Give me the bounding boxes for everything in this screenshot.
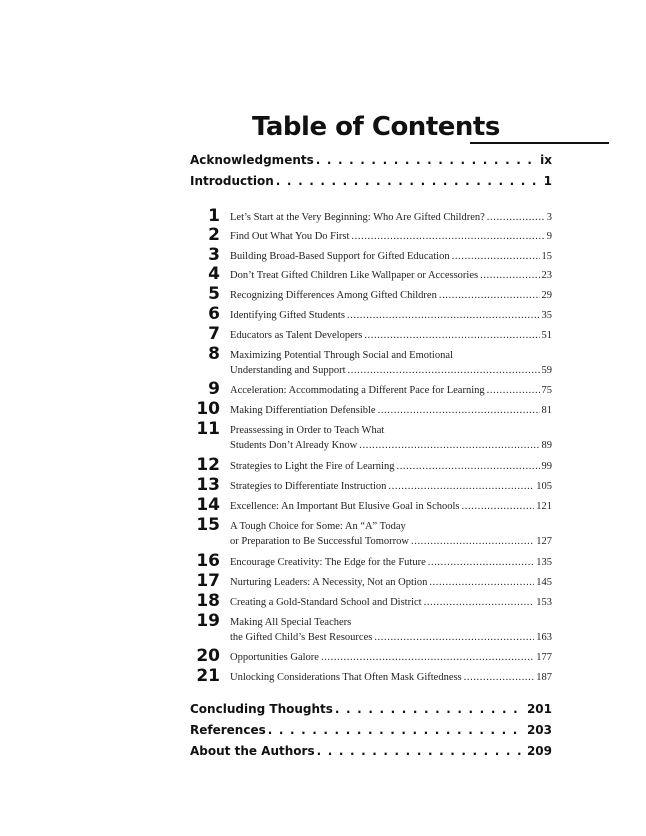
dot-leader xyxy=(428,555,535,570)
entry-label: References xyxy=(190,723,266,737)
toc-entry-introduction[interactable] xyxy=(190,174,552,188)
dot-leader xyxy=(364,328,539,343)
dot-leader xyxy=(351,229,544,244)
chapter-title: Educators as Talent Developers xyxy=(230,330,363,341)
chapter-number: 13 xyxy=(196,475,220,495)
dot-leader xyxy=(396,459,539,474)
chapter-page: 35 xyxy=(541,310,552,321)
dot-leader xyxy=(480,268,539,283)
chapter-page: 29 xyxy=(541,290,552,301)
chapter-page: 81 xyxy=(541,405,552,416)
chapter-page: 163 xyxy=(536,632,552,643)
entry-page: ix xyxy=(540,153,552,167)
dot-leader xyxy=(487,210,545,225)
chapter-title: Encourage Creativity: The Edge for the Future xyxy=(230,557,426,568)
dot-leader xyxy=(316,153,538,167)
chapter-number: 15 xyxy=(196,515,220,535)
toc-entry-acknowledgments[interactable] xyxy=(190,153,552,167)
chapter-title: Recognizing Differences Among Gifted Children xyxy=(230,290,437,301)
chapter-title: Unlocking Considerations That Often Mask Giftedness xyxy=(230,672,462,683)
chapter-page: 3 xyxy=(546,212,552,223)
chapter-title: Building Broad-Based Support for Gifted Education xyxy=(230,251,450,262)
dot-leader xyxy=(462,499,535,514)
dot-leader xyxy=(424,595,535,610)
chapter-page: 89 xyxy=(541,440,552,451)
dot-leader xyxy=(276,174,542,188)
chapter-number: 18 xyxy=(196,591,220,611)
page-title: Table of Contents xyxy=(252,112,500,142)
chapter-number: 1 xyxy=(208,206,220,226)
chapter-title: Creating a Gold-Standard School and District xyxy=(230,597,422,608)
chapter-page: 145 xyxy=(536,577,552,588)
dot-leader xyxy=(378,403,540,418)
dot-leader xyxy=(452,249,540,264)
chapter-title: Identifying Gifted Students xyxy=(230,310,345,321)
chapter-page: 121 xyxy=(536,501,552,512)
chapter-page: 127 xyxy=(536,536,552,547)
dot-leader xyxy=(268,723,525,737)
toc-entry-concluding-thoughts[interactable] xyxy=(190,702,552,716)
dot-leader xyxy=(487,383,540,398)
dot-leader xyxy=(429,575,534,590)
chapter-number: 16 xyxy=(196,551,220,571)
chapter-page: 51 xyxy=(541,330,552,341)
chapter-page: 9 xyxy=(546,231,552,242)
chapter-title-continued: the Gifted Child’s Best Resources xyxy=(230,632,373,643)
chapter-title: Nurturing Leaders: A Necessity, Not an Option xyxy=(230,577,428,588)
chapter-page: 75 xyxy=(541,385,552,396)
chapter-number: 21 xyxy=(196,666,220,686)
chapter-number: 4 xyxy=(208,264,220,284)
chapter-number: 19 xyxy=(196,611,220,631)
chapter-title: Maximizing Potential Through Social and Emotional xyxy=(230,350,453,361)
chapter-number: 11 xyxy=(196,419,220,439)
chapter-title: Acceleration: Accommodating a Different Pace for Learning xyxy=(230,385,485,396)
chapter-number: 17 xyxy=(196,571,220,591)
dot-leader xyxy=(388,479,534,494)
entry-label: Acknowledgments xyxy=(190,153,314,167)
entry-page: 201 xyxy=(526,702,552,716)
chapter-title: A Tough Choice for Some: An “A” Today xyxy=(230,521,406,532)
chapter-title: Preassessing in Order to Teach What xyxy=(230,425,385,436)
chapter-number: 7 xyxy=(208,324,220,344)
chapter-number: 9 xyxy=(208,379,220,399)
chapter-title: Let’s Start at the Very Beginning: Who Are Gifted Children? xyxy=(230,212,485,223)
chapter-page: 99 xyxy=(541,461,552,472)
entry-label: Concluding Thoughts xyxy=(190,702,333,716)
entry-label: Introduction xyxy=(190,174,274,188)
dot-leader xyxy=(348,363,540,378)
chapter-page: 105 xyxy=(536,481,552,492)
chapter-title: Making Differentiation Defensible xyxy=(230,405,376,416)
chapter-number: 20 xyxy=(196,646,220,666)
title-rule xyxy=(470,142,609,144)
chapter-title: Strategies to Light the Fire of Learning xyxy=(230,461,395,472)
toc-entry-references[interactable] xyxy=(190,723,552,737)
chapter-page: 23 xyxy=(541,270,552,281)
chapter-number: 5 xyxy=(208,284,220,304)
entry-label: About the Authors xyxy=(190,744,315,758)
dot-leader xyxy=(439,288,540,303)
toc-entry-about-the-authors[interactable] xyxy=(190,744,552,758)
chapter-title-continued: Understanding and Support xyxy=(230,365,346,376)
chapter-page: 15 xyxy=(541,251,552,262)
chapter-number: 10 xyxy=(196,399,220,419)
dot-leader xyxy=(317,744,525,758)
dot-leader xyxy=(321,650,534,665)
chapter-page: 187 xyxy=(536,672,552,683)
chapter-number: 12 xyxy=(196,455,220,475)
chapter-title: Find Out What You Do First xyxy=(230,231,350,242)
chapter-title: Opportunities Galore xyxy=(230,652,319,663)
chapter-title: Don’t Treat Gifted Children Like Wallpaper or Accessories xyxy=(230,270,479,281)
chapter-number: 14 xyxy=(196,495,220,515)
dot-leader xyxy=(359,438,539,453)
chapter-title: Making All Special Teachers xyxy=(230,617,352,628)
dot-leader xyxy=(411,534,534,549)
chapter-title-continued: or Preparation to Be Successful Tomorrow xyxy=(230,536,409,547)
chapter-number: 8 xyxy=(208,344,220,364)
entry-page: 1 xyxy=(543,174,552,188)
chapter-title: Strategies to Differentiate Instruction xyxy=(230,481,387,492)
chapter-title-continued: Students Don’t Already Know xyxy=(230,440,358,451)
dot-leader xyxy=(374,630,534,645)
entry-page: 203 xyxy=(526,723,552,737)
chapter-page: 153 xyxy=(536,597,552,608)
chapter-title: Excellence: An Important But Elusive Goal in Schools xyxy=(230,501,460,512)
chapter-number: 6 xyxy=(208,304,220,324)
chapter-number: 2 xyxy=(208,225,220,245)
chapter-page: 59 xyxy=(541,365,552,376)
dot-leader xyxy=(347,308,540,323)
dot-leader xyxy=(335,702,525,716)
dot-leader xyxy=(464,670,535,685)
chapter-page: 135 xyxy=(536,557,552,568)
chapter-page: 177 xyxy=(536,652,552,663)
chapter-number: 3 xyxy=(208,245,220,265)
entry-page: 209 xyxy=(526,744,552,758)
